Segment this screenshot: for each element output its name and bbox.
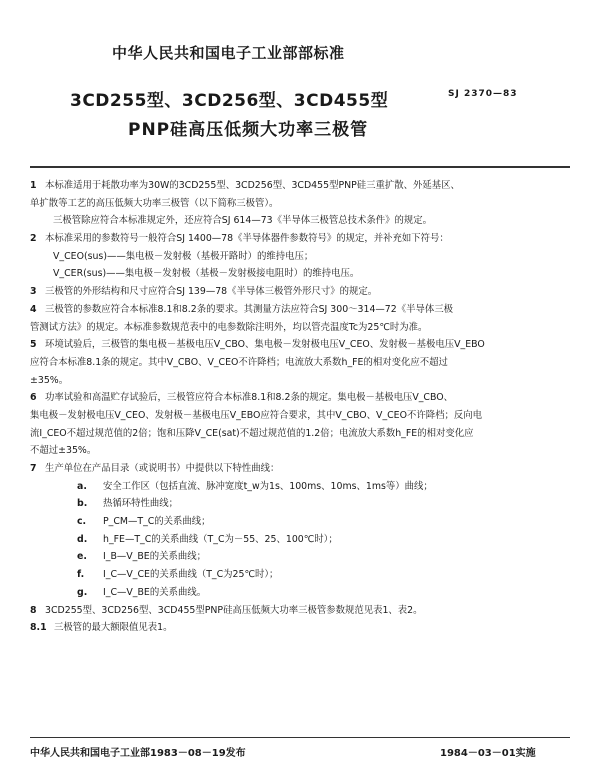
effective-date: 1984－03－01实施 <box>440 748 536 759</box>
curve-item: d. h_FE—T_C的关系曲线（T_C为－55、25、100℃时）； <box>77 533 338 545</box>
title-line-2: PNP硅高压低频大功率三极管 <box>128 120 369 140</box>
body-line: 不超过±35%。 <box>30 445 97 457</box>
curve-item: g. I_C—V_BE的关系曲线。 <box>77 586 207 598</box>
body-line: ±35%。 <box>30 374 69 386</box>
symbol-def: V_CEO(sus)——集电极－发射极（基极开路时）的维持电压； <box>53 250 314 262</box>
body-line: 流I_CEO不超过规范值的2倍；饱和压降V_CE(sat)不超过规范值的1.2倍；电流放大系数h_FE的相对变化应 <box>30 427 474 439</box>
curve-item: c. P_CM—T_C的关系曲线； <box>77 516 211 528</box>
curve-item: b. 热循环特性曲线； <box>77 498 179 510</box>
standard-code: SJ 2370—83 <box>448 89 518 99</box>
curve-item: e. I_B—V_BE的关系曲线； <box>77 551 206 563</box>
body-line: 单扩散等工艺的高压低频大功率三极管（以下简称三极管）。 <box>30 197 279 209</box>
clause-7: 7 生产单位在产品目录（或说明书）中提供以下特性曲线： <box>30 463 280 474</box>
body-line: 管测试方法》的规定。本标准参数规范表中的电参数除注明外，均以管壳温度Tc为25℃时为准。 <box>30 321 428 333</box>
clause-3: 3 三极管的外形结构和尺寸应符合SJ 139—78《半导体三极管外形尺寸》的规定。 <box>30 286 378 298</box>
title-line-1: 3CD255型、3CD256型、3CD455型 <box>70 91 389 111</box>
clause-8: 8 3CD255型、3CD256型、3CD455型PNP硅高压低频大功率三极管参数规范见表1、表2。 <box>30 604 423 616</box>
footer-divider <box>30 737 570 738</box>
body-line: 三极管除应符合本标准规定外，还应符合SJ 614—73《半导体三极管总技术条件》的规定。 <box>53 215 433 227</box>
body-line: 集电极－发射极电压V_CEO、发射极－基极电压V_EBO应符合要求，其中V_CBO、V_CEO不许降档；反向电 <box>30 409 482 421</box>
curve-item: a. 安全工作区（包括直流、脉冲宽度t_w为1s、100ms、10ms、1ms等）曲线； <box>77 480 433 492</box>
clause-6: 6 功率试验和高温贮存试验后，三极管应符合本标准8.1和8.2条的规定。集电极－基极电压V_CBO、 <box>30 392 453 404</box>
ministry-header: 中华人民共和国电子工业部部标准 <box>112 44 345 62</box>
clause-4: 4 三极管的参数应符合本标准8.1和8.2条的要求。其测量方法应符合SJ 300～314—72《半导体三极 <box>30 303 453 315</box>
issue-date: 中华人民共和国电子工业部1983－08－19发布 <box>30 748 246 759</box>
header-divider <box>30 166 570 168</box>
curve-item: f. I_C—V_CE的关系曲线（T_C为25℃时）； <box>77 569 279 581</box>
clause-8-1: 8.1 三极管的最大额限值见表1。 <box>30 622 173 634</box>
clause-2: 2 本标准采用的参数符号一般符合SJ 1400—78《半导体器件参数符号》的规定，并补充如下符号： <box>30 233 449 245</box>
clause-1: 1 本标准适用于耗散功率为30W的3CD255型、3CD256型、3CD455型PNP硅三重扩散、外延基区、 <box>30 180 460 191</box>
body-line: 应符合本标准8.1条的规定。其中V_CBO、V_CEO不许降档；电流放大系数h_FE的相对变化应不超过 <box>30 356 448 368</box>
symbol-def: V_CER(sus)——集电极－发射极（基极－发射极接电阻时）的维持电压。 <box>53 268 360 280</box>
clause-5: 5 环境试验后，三极管的集电极－基极电压V_CBO、集电极－发射极电压V_CEO、发射极－基极电压V_EBO <box>30 339 485 351</box>
document-body <box>30 177 570 637</box>
